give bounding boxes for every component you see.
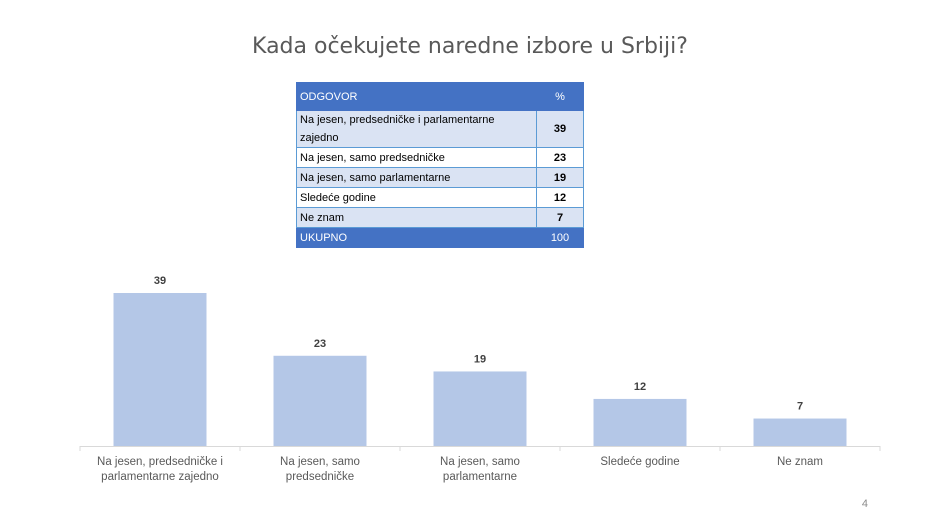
bar [434,371,527,446]
category-label-line: Na jesen, samo [440,456,520,468]
category-label-line: parlamentarne zajedno [101,471,219,483]
data-label: 23 [313,337,327,350]
data-label: 7 [796,400,804,413]
row-value: 23 [537,148,584,168]
category-label-line: Ne znam [776,456,824,468]
row-value: 39 [537,111,584,148]
data-label: 39 [153,275,167,287]
row-answer: Sledeće godine [297,188,537,208]
category-label-line: parlamentarne [442,471,518,483]
category-label-line: Na jesen, samo [280,456,360,468]
bar [274,356,367,446]
category-label [440,456,520,483]
bar [114,293,207,446]
bar [754,419,847,446]
row-answer: Na jesen, samo predsedničke [297,148,537,168]
row-value: 12 [537,188,584,208]
total-value: 100 [537,228,584,248]
category-label [600,456,679,468]
bar [594,399,687,446]
category-label [777,456,823,468]
row-value: 19 [537,168,584,188]
category-label [280,456,360,483]
header-answer: ODGOVOR [297,83,537,111]
category-label [97,456,223,483]
slide-title: Kada očekujete naredne izbore u Srbiji? [252,34,688,59]
total-answer: UKUPNO [297,228,537,248]
header-percent: % [537,83,584,111]
category-label-line: Na jesen, predsedničke i [97,456,223,468]
page-number: 4 [861,498,868,510]
data-label: 19 [473,353,487,366]
row-answer: Na jesen, predsedničke i parlamentarne zajedno [297,111,537,148]
row-answer: Na jesen, samo parlamentarne [297,168,537,188]
category-label-line: predsedničke [285,471,355,483]
row-answer: Ne znam [297,208,537,228]
row-value: 7 [537,208,584,228]
category-label-line: Sledeće godine [600,456,680,468]
data-label: 12 [633,380,647,393]
